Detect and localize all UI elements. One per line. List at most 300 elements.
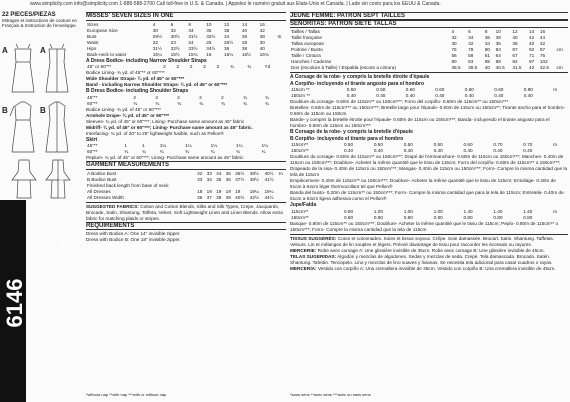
yardage-cell: 1¼ [185, 143, 192, 148]
garment-cell: 37 [206, 194, 212, 200]
yardage-cell: 0.60 [435, 87, 445, 92]
yardage-cell: 0.40 [463, 148, 473, 153]
measure-cell: 28 [241, 39, 248, 45]
mesure-cell: Taille / Cintura [291, 53, 321, 58]
measure-cell: 29½ [152, 33, 162, 39]
measure-cell: 34½ [206, 45, 216, 51]
mesure-cell: 40 [529, 41, 535, 46]
garment-cell: 42½ [249, 194, 259, 200]
mesure-cell: 16 [539, 29, 546, 34]
mesure-cell: 58 [468, 53, 474, 58]
mesure-cell: 92 [529, 47, 535, 52]
a-corsage: A Corsage de la robe- y compris la bretelle étroite d'épaule [290, 74, 430, 80]
mercerie: Robe avec corsage A: Une glissière invisible de 35cm. Robe avec corsage B: Une glissière invisible de 45cm. [317, 247, 545, 253]
mercerie-title: MERCERIE: [290, 247, 317, 253]
yardage-cell: 0.50 [343, 142, 354, 147]
requirements-title: REQUIREMENTS [86, 222, 286, 231]
mesure-cell: 56 [451, 53, 457, 58]
sketch-dress-a [12, 44, 34, 92]
measure-cell: 38 [224, 27, 230, 33]
pieces-note: Mitrages et instructions de couture en Français & Instruction de l'enveloppe. [2, 18, 78, 28]
yardage-cell: 150cm** [291, 148, 309, 153]
measure-cell: 31½ [152, 45, 162, 51]
yardage-cell: 1 [142, 143, 145, 148]
measure-cell: 23 [170, 39, 176, 45]
measure-cell: 32½ [206, 33, 216, 39]
garment-cell: 35 [216, 176, 222, 182]
yardage-cell: 0.40 [403, 148, 413, 153]
mesure-cell: 80 [484, 47, 491, 52]
garment-cell: Finished back length from base of neck [87, 182, 169, 188]
mesures-table [290, 29, 568, 71]
tissus-title: TISSUS SUGGÉRÉS: [290, 235, 337, 241]
yardage-cell: 2 [176, 64, 180, 69]
yardage-cell: 2 [177, 94, 180, 100]
sketch-dress-b [10, 102, 34, 152]
yardage-cell: 0.60 [494, 87, 504, 92]
measure-cell: Back-neck to waist [87, 51, 127, 57]
measure-cell: 16 [259, 21, 265, 27]
wide-straps: Wide Shoulder Straps- ¾ yd. of 45" or 60"*** [86, 76, 185, 81]
yardage-cell: 0.80 [463, 214, 473, 220]
mesure-cell: 8 [484, 29, 488, 34]
suggested-title: SUGGESTED FABRICS: [86, 203, 139, 209]
dress-b-yardage [86, 95, 286, 107]
mesure-cell: 42.5 [539, 65, 549, 70]
measure-cell: 16 [206, 51, 212, 57]
band: Band - including Narrow Shoulder Straps- ¾ yd. of 45" or 60"*** [86, 82, 228, 87]
mesure-cell: 34 [468, 35, 474, 40]
yardage-cell: ¾ [236, 149, 240, 154]
mesure-cell: 38.5 [451, 65, 461, 70]
garment-cell: 36 [225, 176, 231, 182]
yardage-cell: 0.80 [373, 214, 383, 220]
garment-measurements-table [86, 171, 286, 201]
mesure-cell: 6 [468, 29, 471, 34]
measure-cell: Waist [87, 39, 99, 45]
req-a: Dress with Bodice A: One 14" invisible zipper. [86, 231, 181, 236]
bodice-lining-b: Bodice Lining- ¾ yd. of 45" or 60"*** [86, 106, 161, 112]
yardage-cell: 0.80 [343, 208, 354, 214]
yardage-cell: 0.40 [376, 93, 386, 98]
garment-cell: 40½ [264, 170, 274, 176]
garment-cell: 40½ [235, 194, 245, 200]
mesure-cell: 41.5 [512, 65, 522, 70]
merceria-title: MERCERÍA: [290, 265, 317, 271]
yardage-cell: 0.80 [433, 214, 443, 220]
yardage-cell: 0.80 [493, 214, 503, 220]
senoritas-header: SEÑORITAS: PATRON SIETE TALLAS [290, 20, 568, 28]
a-metrage [290, 87, 568, 99]
yardage-cell: 0.50 [346, 87, 356, 92]
measure-cell: 24 [188, 39, 194, 45]
mesure-cell: 10 [495, 29, 501, 34]
doublure-corsage: Doublure du corsage- 0.60m de 115cm** ou 150cm***; Forro del corpiño- 0.60m de 115cm** ou 150cm*** [290, 99, 509, 104]
yardage-cell: ¾ [261, 149, 266, 154]
yardage-cell: 0.40 [523, 148, 533, 153]
garment-cell: All Dresses Width [87, 194, 124, 200]
view-label-a: A [2, 46, 8, 55]
yardage-cell: ¾ [155, 100, 160, 106]
jupe-metrage [290, 209, 568, 221]
view-label-a-back: A [40, 46, 46, 55]
yardage-cell: 0.80 [523, 87, 533, 92]
mesure-cell: 39.5 [468, 65, 478, 70]
req-b: Dress with Bodice B: One 18" invisible zipper. [86, 237, 181, 242]
interfacing: Interfacing- ¾ yd. of 20" to 25" lightweight fusible, such as Pellon® [86, 130, 224, 136]
yardage-cell: 0.40 [405, 93, 415, 98]
mesure-cell: 71 [529, 53, 535, 58]
yardage-cell: 1¼ [236, 143, 243, 148]
yardage-cell: m [553, 87, 558, 92]
measure-cell: 15¼ [152, 51, 162, 57]
mesure-cell: 40 [512, 35, 518, 40]
contact-bar: www.simplicity.com info@simplicity.com 1-888-588-2700 Call toll-free in U.S. & Canada. | Appelez le numéro gratuit aux Etats-Unis et Canada. | Lade sin costo para los EEUU & Canada. [30, 1, 441, 7]
mesure-cell: 102 [539, 59, 548, 64]
mesure-cell: 42 [529, 65, 535, 70]
yardage-cell: 45"** [87, 143, 98, 148]
garment-cell: 36 [197, 194, 203, 200]
mesure-cell: 85 [484, 59, 491, 64]
mesure-cell: 87 [512, 47, 518, 52]
garment-cell: 19 [235, 188, 241, 194]
yardage-cell: 115cm ** [291, 87, 310, 92]
yardage-cell: ¾ [221, 100, 226, 106]
skirt-yardage [86, 143, 286, 155]
technical-sketches [4, 40, 84, 200]
armhole-drape: Armhole Drape- ¾ yd. of 45" or 60"*** [86, 112, 170, 118]
garment-cell: 19 [206, 188, 212, 194]
yardage-cell: 2 [155, 94, 158, 100]
a-corpino: A Corpiño- incluyendo el tirante angosto para el hombro [290, 80, 424, 87]
yardage-cell: ¾ [243, 94, 248, 100]
garment-cell [278, 195, 286, 201]
mesure-cell: Tailles / Tallas [291, 29, 320, 34]
yardage-cell: ¾ [185, 149, 190, 154]
mesure-cell: cm [556, 47, 563, 52]
yardage-cell: ¾ [265, 100, 269, 106]
yardage-cell: 1¼ [210, 143, 218, 148]
measure-cell: Sizes [87, 21, 99, 27]
garment-cell: 34 [206, 176, 212, 182]
misses-chart [86, 12, 286, 402]
yardage-cell: Yd [264, 64, 271, 69]
b-corsage: B Corsage de la robe- y compris la bretelle d'épaule [290, 129, 413, 135]
yardage-cell: 2 [199, 94, 202, 100]
jeune-header: JEUNE FEMME: PATRON SEPT TAILLES [290, 12, 568, 20]
measure-cell: 31½ [188, 33, 198, 39]
skirt-title: Skirt [86, 136, 98, 143]
yardage-cell: 1¼ [261, 143, 269, 148]
mesure-cell: 75 [451, 47, 457, 52]
yardage-cell: 0.40 [343, 148, 354, 153]
mesure-cell: 92 [512, 59, 518, 64]
measure-cell: 12 [224, 21, 230, 27]
mesure-cell: Hanches / Caderas [291, 59, 332, 64]
yardage-cell: 1.40 [523, 208, 533, 214]
yardage-cell: m [553, 142, 557, 147]
measure-cell: 36 [224, 45, 230, 51]
pattern-number: 6146 [2, 278, 27, 328]
empiecement: Empiècement- 0.40m de 115cm** ou 150cm***; Doublure- Acheter la même quantité que le tissu de 115cm; Entoilage- 0.40m de 51cm à 64cm léger thermocollant tel que Pellon® [290, 178, 556, 189]
garment-cell: 33 [206, 170, 212, 176]
yardage-cell: 0.80 [343, 214, 354, 220]
measure-cell: 30 [259, 39, 265, 45]
misses-header: MISSES' SEVEN SIZES IN ONE [86, 12, 286, 21]
measure-cell: 26½ [224, 39, 234, 45]
yardage-cell: 0.60 [405, 87, 415, 92]
yardage-cell: 0.80 [403, 214, 413, 220]
view-label-b-back: B [40, 106, 46, 115]
basque: Basque- 0.80m de 115cm** ou 150cm***; Doublure- Acheter la même quantité que le tissu de 115cm; Peplo- 0.80m de 115cm** o 150cm***; Forro- Compre la misma cantidad que la tela de 115cm [290, 220, 559, 232]
garment-cell: 19¼ [264, 188, 274, 194]
garment-cell: 38½ [249, 170, 259, 176]
mesure-cell: 83 [495, 47, 501, 52]
yardage-cell: 0.40 [433, 148, 443, 153]
mesure-cell: 36 [495, 41, 501, 46]
garment-cell: 44½ [264, 194, 274, 200]
bretelles: Bretelles- 0.60m de 115cm*** ou 150cm***; Bretelle large pour l'épaule- 0.60m de 115cm ou 150cm**; Tirante ancho para el hombro- 0.60m de 115cm ou 150cm [290, 105, 566, 116]
yardage-cell: 0.40 [523, 93, 533, 98]
garment-cell: 19¼ [249, 188, 259, 194]
mesure-cell: 38 [495, 35, 501, 40]
yardage-cell: ¾ [159, 149, 164, 154]
jupe-title: Jupe/Falda [290, 202, 317, 208]
dress-b-title: B Dress Bodice- including Shoulder Straps [86, 88, 189, 94]
measure-cell: 10 [206, 21, 212, 27]
mesure-row [290, 65, 568, 71]
garment-cell: 36½ [235, 170, 245, 176]
measure-cell: 25 [206, 39, 212, 45]
mesure-cell: 4 [451, 29, 455, 34]
yardage-cell: ¾ [247, 64, 252, 69]
jeune-chart [290, 12, 568, 402]
mesure-cell: 32 [468, 41, 474, 46]
pattern-number-spine [0, 176, 66, 402]
mesure-cell: 76 [539, 53, 546, 58]
garment-cell [278, 177, 286, 183]
yardage-cell: 0.40 [464, 93, 474, 98]
sketch-dress-a-back [46, 44, 68, 92]
yardage-cell: 45"** [87, 94, 98, 100]
measure-cell: 8 [188, 21, 192, 27]
measure-cell: 15¾ [188, 51, 198, 57]
sketch-dress-b-back [46, 102, 68, 152]
yardage-cell: ¾ [230, 64, 234, 69]
measure-cell: 15½ [170, 51, 180, 57]
measure-cell: 4 [152, 21, 156, 27]
yardage-cell: ¾ [199, 100, 204, 106]
yardage-cell: 2 [221, 94, 224, 100]
yardage-cell: 2 [216, 64, 220, 69]
yardage-cell: 45" or 60"** [87, 64, 112, 69]
doublure2: Doublure du corsage- 0.60m de 115cm** ou 150cm***; Drapé de l'emmanchure- 0.60m de 115cm ou 150cm***; Manches- 0.40m de 115cm ou 150cm***; Doublure- Acheter la même quantité que le tissu de 115cm; Forro del corpiño- 0.60m de 115cm** o 150cm***; Drapeado de la sisa- 0.40m de 115cm ou 150cm***; Mangas- 0.40m de 115cm ou 150cm***; Forro- Compre la misma cantidad que la tela de 115cm [290, 154, 568, 177]
mesure-cell: 36 [484, 35, 491, 40]
peplum: Peplum- ¾ yd. of 45" or 60"***; Lining- Purchase same amount as 45" fabric [86, 155, 244, 160]
sleeves: Sleeves- ¾ yd. of 45" or 60"***; Lining- Purchase same amount as 45" fabric [86, 118, 245, 124]
yardage-cell: 0.50 [403, 142, 413, 147]
yardage-cell: 1.00 [433, 208, 443, 214]
yardage-cell: 1 [124, 143, 127, 148]
yardage-cell: 0.40 [373, 148, 383, 153]
measure-cell: Hips [87, 45, 97, 51]
merceria: Vestido con corpiño A: Una cremallera invisible de 35cm. Vestido con corpiño B: Una cremallera invisible de 45cm. [317, 265, 556, 271]
yardage-cell: ¾ [265, 94, 269, 100]
yardage-cell: 0.40 [493, 148, 503, 153]
yardage-cell: 60"** [87, 100, 98, 106]
size-range: SIZE | TAILLE | TALLA H5 6-14 A EURO 32-40 EURO 38-42 [59, 176, 66, 310]
mesure-cell: 88 [495, 59, 501, 64]
sketch-dress-peplum [12, 160, 36, 198]
banda-busto: Banda del busto- 0.20m de 115cm** ou 150cm***; Forro- Compre la misma cantidad que para la tela de 115cm; Entretela- 0.40m de 51cm a 64cm ligera adhesiva como el Pellon® [290, 190, 564, 201]
measure-cell: 42 [259, 27, 265, 33]
yardage-cell: ¾ [133, 100, 138, 106]
view-label-b: B [2, 106, 8, 115]
mesure-cell: 97 [529, 59, 535, 64]
measure-cell: 38 [259, 33, 265, 39]
b-metrage [290, 142, 568, 154]
mesure-cell: 78 [468, 47, 474, 52]
mesure-cell: 40 [484, 65, 491, 70]
mesure-cell: 34 [484, 41, 491, 46]
yardage-cell: 0.50 [373, 142, 383, 147]
yardage-cell: 0.70 [523, 142, 533, 147]
measure-cell: In [277, 33, 282, 39]
yardage-cell: 0.50 [433, 142, 443, 147]
telas: Algodón y mezclas de algodones. Sedas y mezclas de seda. Crepé. Tela damascada. Brocado. Satén. Shantung. Tafetán. Terciopelo. Lino y mezclas de lino suaves y livianas. Se necesita tela adicional para casar cuadros o rayas. [290, 253, 553, 265]
measure-cell: Bust [87, 33, 97, 39]
yardage-cell: 0.70 [493, 142, 503, 147]
footnote-en: *without nap **with nap ***with or without nap [86, 392, 167, 397]
mesure-cell: Poitrine / Busto [291, 47, 323, 52]
b-corpino: B Corpiño- incluyendo el tirante para el hombro [290, 135, 404, 142]
mesure-cell: 97 [539, 47, 546, 52]
yardage-cell: ¾ [142, 149, 146, 154]
garment-cell: 34 [216, 170, 222, 176]
garment-cell: 18 [197, 188, 203, 194]
midriff: Midriff- ¾ yd. of 45" or 60"***; Lining- Purchase same amount as 45" fabric. [86, 124, 253, 130]
mesure-cell: Tallas europeas [291, 41, 324, 46]
measure-cell: 16¼ [224, 51, 234, 57]
yardage-cell: 0.50 [376, 87, 386, 92]
yardage-cell: 0.40 [346, 93, 356, 98]
bande: Bande- y compris la bretelle étroite pour l'épaule- 0.60m de 115cm ou 150cm***; Banda- incluyendo el tirante angosto para el hombro- 0.60m de 115cm ou 150cm*** [290, 117, 550, 128]
measure-cell: 40 [241, 27, 248, 33]
garment-cell: 41½ [264, 176, 274, 182]
measure-cell: 36 [206, 27, 212, 33]
body-measurements-table [86, 22, 286, 58]
garment-cell: 35 [225, 170, 231, 176]
mesure-cell: 30 [451, 41, 457, 46]
yardage-cell: 0.80 [523, 214, 533, 220]
garment-cell: 37½ [235, 176, 245, 182]
measure-cell: 38 [241, 45, 248, 51]
yardage-cell: ¾ [243, 100, 248, 106]
measure-cell: 36 [241, 33, 248, 39]
tissus: Coton et cotonnades. Soies et tissus soyeux. Crêpe. Soie damassée. Brocart. Satin. Shantung. Taffetas. Velours. Lin et mélanges de lin souples et légers. Prévoir davantage de tissu pour raccorder les écossais ou rayures. [290, 235, 555, 247]
mesure-cell: 64 [495, 53, 501, 58]
yardage-cell: 0.40 [435, 93, 445, 98]
measure-cell: 22 [152, 39, 158, 45]
measure-cell: 33½ [188, 45, 198, 51]
measure-cell: 32½ [170, 45, 180, 51]
measure-cell: 6 [170, 21, 174, 27]
yardage-cell: 1.00 [403, 208, 413, 214]
garment-cell: A Bodice Bust [87, 170, 117, 176]
mesure-cell: Taille française [291, 35, 323, 40]
yardage-cell: 150cm** [291, 214, 309, 220]
garment-cell: 39 [225, 194, 231, 200]
yardage-cell: 2 [133, 94, 137, 100]
yardage-cell: 60"** [87, 149, 98, 154]
measure-cell: 34 [188, 27, 194, 33]
dress-a-title: A Dress Bodice- including Narrow Shoulder Straps [86, 57, 207, 64]
mesure-cell: Dos (encolure à Taille) / Espalda (escote a cintura) [291, 65, 396, 70]
yardage-cell: 1.40 [493, 208, 503, 214]
measure-cell: 32 [170, 27, 176, 33]
mesure-cell: 32 [451, 35, 457, 40]
mesure-cell: 67 [512, 53, 518, 58]
pieces-count: 22 PIECES/PIEZAS [2, 12, 56, 18]
mesure-cell: 61 [484, 53, 491, 58]
mesure-cell: 14 [529, 29, 535, 34]
yardage-cell: 1.00 [373, 208, 383, 214]
mesure-cell: 42 [539, 41, 546, 46]
footnote-fr: *sans sens **avec sens ***avec ou sans sens [290, 392, 371, 397]
measure-cell: 14 [241, 21, 248, 27]
garment-cell: All Dresses [87, 188, 111, 194]
yardage-cell: 0.60 [464, 87, 474, 92]
mesure-cell: 42 [529, 35, 535, 40]
yardage-cell: m [553, 208, 557, 214]
garment-cell: 33 [197, 176, 203, 182]
yardage-cell: 0.60 [463, 142, 473, 147]
yardage-cell: 2 [203, 64, 206, 69]
garment-cell: B Bodice Bust [87, 176, 117, 182]
mesure-cell: cm [556, 65, 563, 70]
garment-cell: 38 [216, 194, 222, 200]
yardage-cell: 115cm** [291, 208, 309, 214]
measure-cell: 30 [152, 27, 158, 33]
yardage-cell: ¾ [124, 149, 129, 154]
mesure-cell: 80 [451, 59, 457, 64]
measure-cell: 40 [259, 45, 265, 51]
yardage-cell: ¾ [177, 100, 182, 106]
bodice-lining: Bodice Lining- ¾ yd. of 45"** or 60"*** [86, 70, 165, 75]
mesure-cell: 83 [468, 59, 474, 64]
mesure-cell: 40.5 [495, 65, 505, 70]
garment-cell: 19 [225, 188, 231, 194]
sketch-dress-peplum-back [46, 160, 70, 198]
measure-cell: 16¾ [259, 51, 269, 57]
measure-cell: European Size [87, 27, 118, 33]
measure-cell: 34 [224, 33, 230, 39]
yardage-cell: 2 [189, 64, 193, 69]
measure-cell: 16½ [241, 51, 251, 57]
mesure-cell: 12 [512, 29, 518, 34]
garment-cell: In [279, 170, 284, 176]
yardage-cell: 115cm** [291, 142, 309, 147]
garment-header: GARMENT MEASUREMENTS [86, 161, 286, 170]
yardage-cell: 150cm ** [291, 93, 311, 98]
mesure-cell: 38 [512, 41, 518, 46]
suggested-fabrics: Cotton and Cotton Blends, Silks and Silk Types, Crepe, Jacquards, Brocade, Satin, Shantung, Taffeta, Velvet. Soft Lightweight Linen and Linen Blends. Allow extra fabric for matching plaids or stripes. [86, 203, 283, 221]
garment-cell: 32 [197, 170, 203, 176]
yardage-cell: 1.40 [463, 208, 473, 214]
measure-cell: 30½ [170, 33, 180, 39]
yardage-cell: ¾ [210, 149, 215, 154]
garment-row [86, 195, 286, 201]
